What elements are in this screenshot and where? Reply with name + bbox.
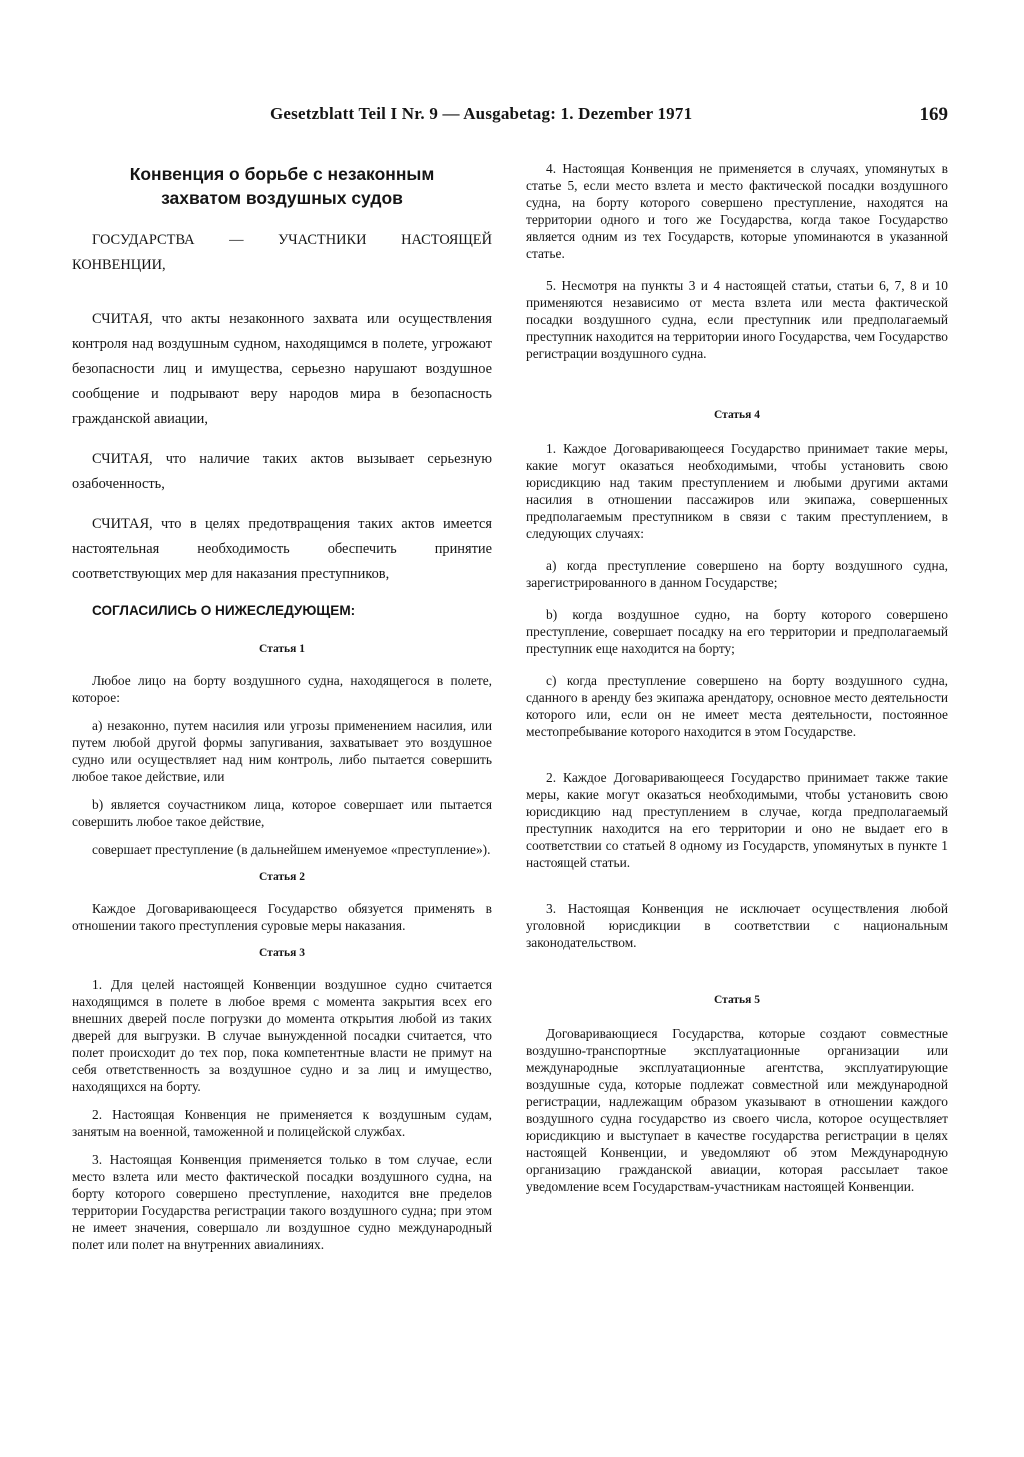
- article-3-heading: Статья 3: [259, 947, 305, 959]
- article-1-heading: Статья 1: [259, 643, 305, 655]
- preamble-agreed: СОГЛАСИЛИСЬ О НИЖЕСЛЕДУЮЩЕМ:: [92, 603, 356, 618]
- preamble-considering-1: СЧИТАЯ, что акты незаконного захвата или осуществления контроля над воздушным судном, находящимся в полете, угрожают безопасности лиц и имущества, серьезно нарушают воздушное сообщение и подрывают веру народов мира в безопасность гражданской авиации,: [72, 311, 492, 427]
- article-1-item-b: b) является соучастником лица, которое совершает или пытается совершить любое такое действие,: [72, 797, 492, 829]
- gazette-header: Gesetzblatt Teil I Nr. 9 — Ausgabetag: 1. Dezember 1971: [270, 104, 693, 123]
- article-4-item-c: c) когда преступление совершено на борту воздушного судна, сданного в аренду без экипажа арендатору, основное место деятельности которого или, если он не имеет места деятельности, постоянное местопребывание которого находится в этом Государстве.: [526, 673, 948, 739]
- article-3-paragraph-3: 3. Настоящая Конвенция применяется только в том случае, если место взлета или место фактической посадки воздушного судна, на борту которого совершено преступление, находится вне пределов территории Государства регистрации такого воздушного судна; при этом не имеет значения, совершало ли воздушное судно международный полет или полет на внутренних авиалиниях.: [72, 1152, 492, 1252]
- article-5-heading: Статья 5: [714, 994, 760, 1006]
- article-3-paragraph-4: 4. Настоящая Конвенция не применяется в случаях, упомянутых в статье 5, если место взлета и место фактической посадки воздушного судна, на борту которого совершено преступление, находятся на территории одного и того же Государства, когда такое Государство является одним из тех Государств, которые упоминаются в указанной статье.: [526, 161, 948, 261]
- page-number: 169: [919, 104, 948, 125]
- article-4-heading: Статья 4: [714, 409, 760, 421]
- title-line-1: Конвенция о борьбе с незаконным: [129, 164, 435, 184]
- preamble-considering-3: СЧИТАЯ, что в целях предотвращения таких актов имеется настоятельная необходимость обеспечить принятие соответствующих мер для наказания преступников,: [72, 516, 492, 582]
- article-4-item-a: a) когда преступление совершено на борту воздушного судна, зарегистрированного в данном Государстве;: [526, 558, 948, 590]
- article-3-paragraph-5: 5. Несмотря на пункты 3 и 4 настоящей статьи, статьи 6, 7, 8 и 10 применяются независимо от места взлета или места фактической посадки воздушного судна, если преступник или предполагаемый преступник находится на территории иного Государства, чем Государство регистрации воздушного судна.: [526, 278, 948, 361]
- article-4-item-b: b) когда воздушное судно, на борту которого совершено преступление, совершает посадку на его территории и предполагаемый преступник еще находится на борту;: [526, 607, 948, 656]
- title-line-2: захватом воздушных судов: [161, 188, 403, 208]
- left-column: [72, 160, 492, 1264]
- article-2-paragraph: Каждое Договаривающееся Государство обязуется применять в отношении такого преступления суровые меры наказания.: [72, 901, 492, 933]
- article-1-intro: Любое лицо на борту воздушного судна, находящегося в полете, которое:: [72, 673, 492, 705]
- preamble-states: ГОСУДАРСТВА — УЧАСТНИКИ НАСТОЯЩЕЙ КОНВЕНЦИИ,: [72, 232, 492, 273]
- article-4-paragraph-3: 3. Настоящая Конвенция не исключает осуществления любой уголовной юрисдикции в соответствии с национальным законодательством.: [526, 901, 948, 950]
- article-1-item-a: a) незаконно, путем насилия или угрозы применением насилия, или путем любой другой формы запугивания, захватывает это воздушное судно или осуществляет над ним контроль, либо пытается совершить любое такое действие, или: [72, 718, 492, 784]
- page-header: [72, 104, 948, 134]
- article-5-paragraph: Договаривающиеся Государства, которые создают совместные воздушно-транспортные эксплуатационные организации или международные эксплуатационные агентства, эксплуатирующие воздушные суда, которые подлежат совместной или международной регистрации, надлежащим образом указывают в отношении каждого воздушного судна государство из своего числа, которое осуществляет юрисдикцию и выступает в качестве государства регистрации в целях настоящей Конвенции, и уведомляют об этом Международную организацию гражданской авиации, которая рассылает такое уведомление всем Государствам-участникам настоящей Конвенции.: [526, 1026, 948, 1194]
- preamble-considering-2: СЧИТАЯ, что наличие таких актов вызывает серьезную озабоченность,: [72, 451, 492, 492]
- article-4-paragraph-2: 2. Каждое Договаривающееся Государство принимает также такие меры, какие могут оказаться необходимыми, чтобы установить свою юрисдикцию над преступлением в случае, когда предполагаемый преступник находится на его территории и оно не выдает его в соответствии со статьей 8 одному из Государств, упомянутых в пункте 1 настоящей статьи.: [526, 770, 948, 870]
- article-3-paragraph-2: 2. Настоящая Конвенция не применяется к воздушным судам, занятым на военной, таможенной и полицейской службах.: [72, 1107, 492, 1139]
- document-title: [72, 162, 492, 210]
- article-4-paragraph-1: 1. Каждое Договаривающееся Государство принимает такие меры, какие могут оказаться необходимыми, чтобы установить свою юрисдикцию над таким преступлением и любыми другими актами насилия в отношении пассажиров или экипажа, совершенных предполагаемым преступником в связи с таким преступлением, в следующих случаях:: [526, 441, 948, 541]
- article-1-outro: совершает преступление (в дальнейшем именуемое «преступление»).: [92, 842, 491, 857]
- article-3-paragraph-1: 1. Для целей настоящей Конвенции воздушное судно считается находящимся в полете в любое время с момента закрытия всех его внешних дверей после погрузки до момента открытия любой из таких дверей для выгрузки. В случае вынужденной посадки считается, что полет происходит до тех пор, пока компетентные власти не примут на себя ответственность за воздушное судно и за лиц и имущество, находящихся на борту.: [72, 977, 492, 1094]
- right-column: [526, 160, 948, 1210]
- article-2-heading: Статья 2: [259, 871, 305, 883]
